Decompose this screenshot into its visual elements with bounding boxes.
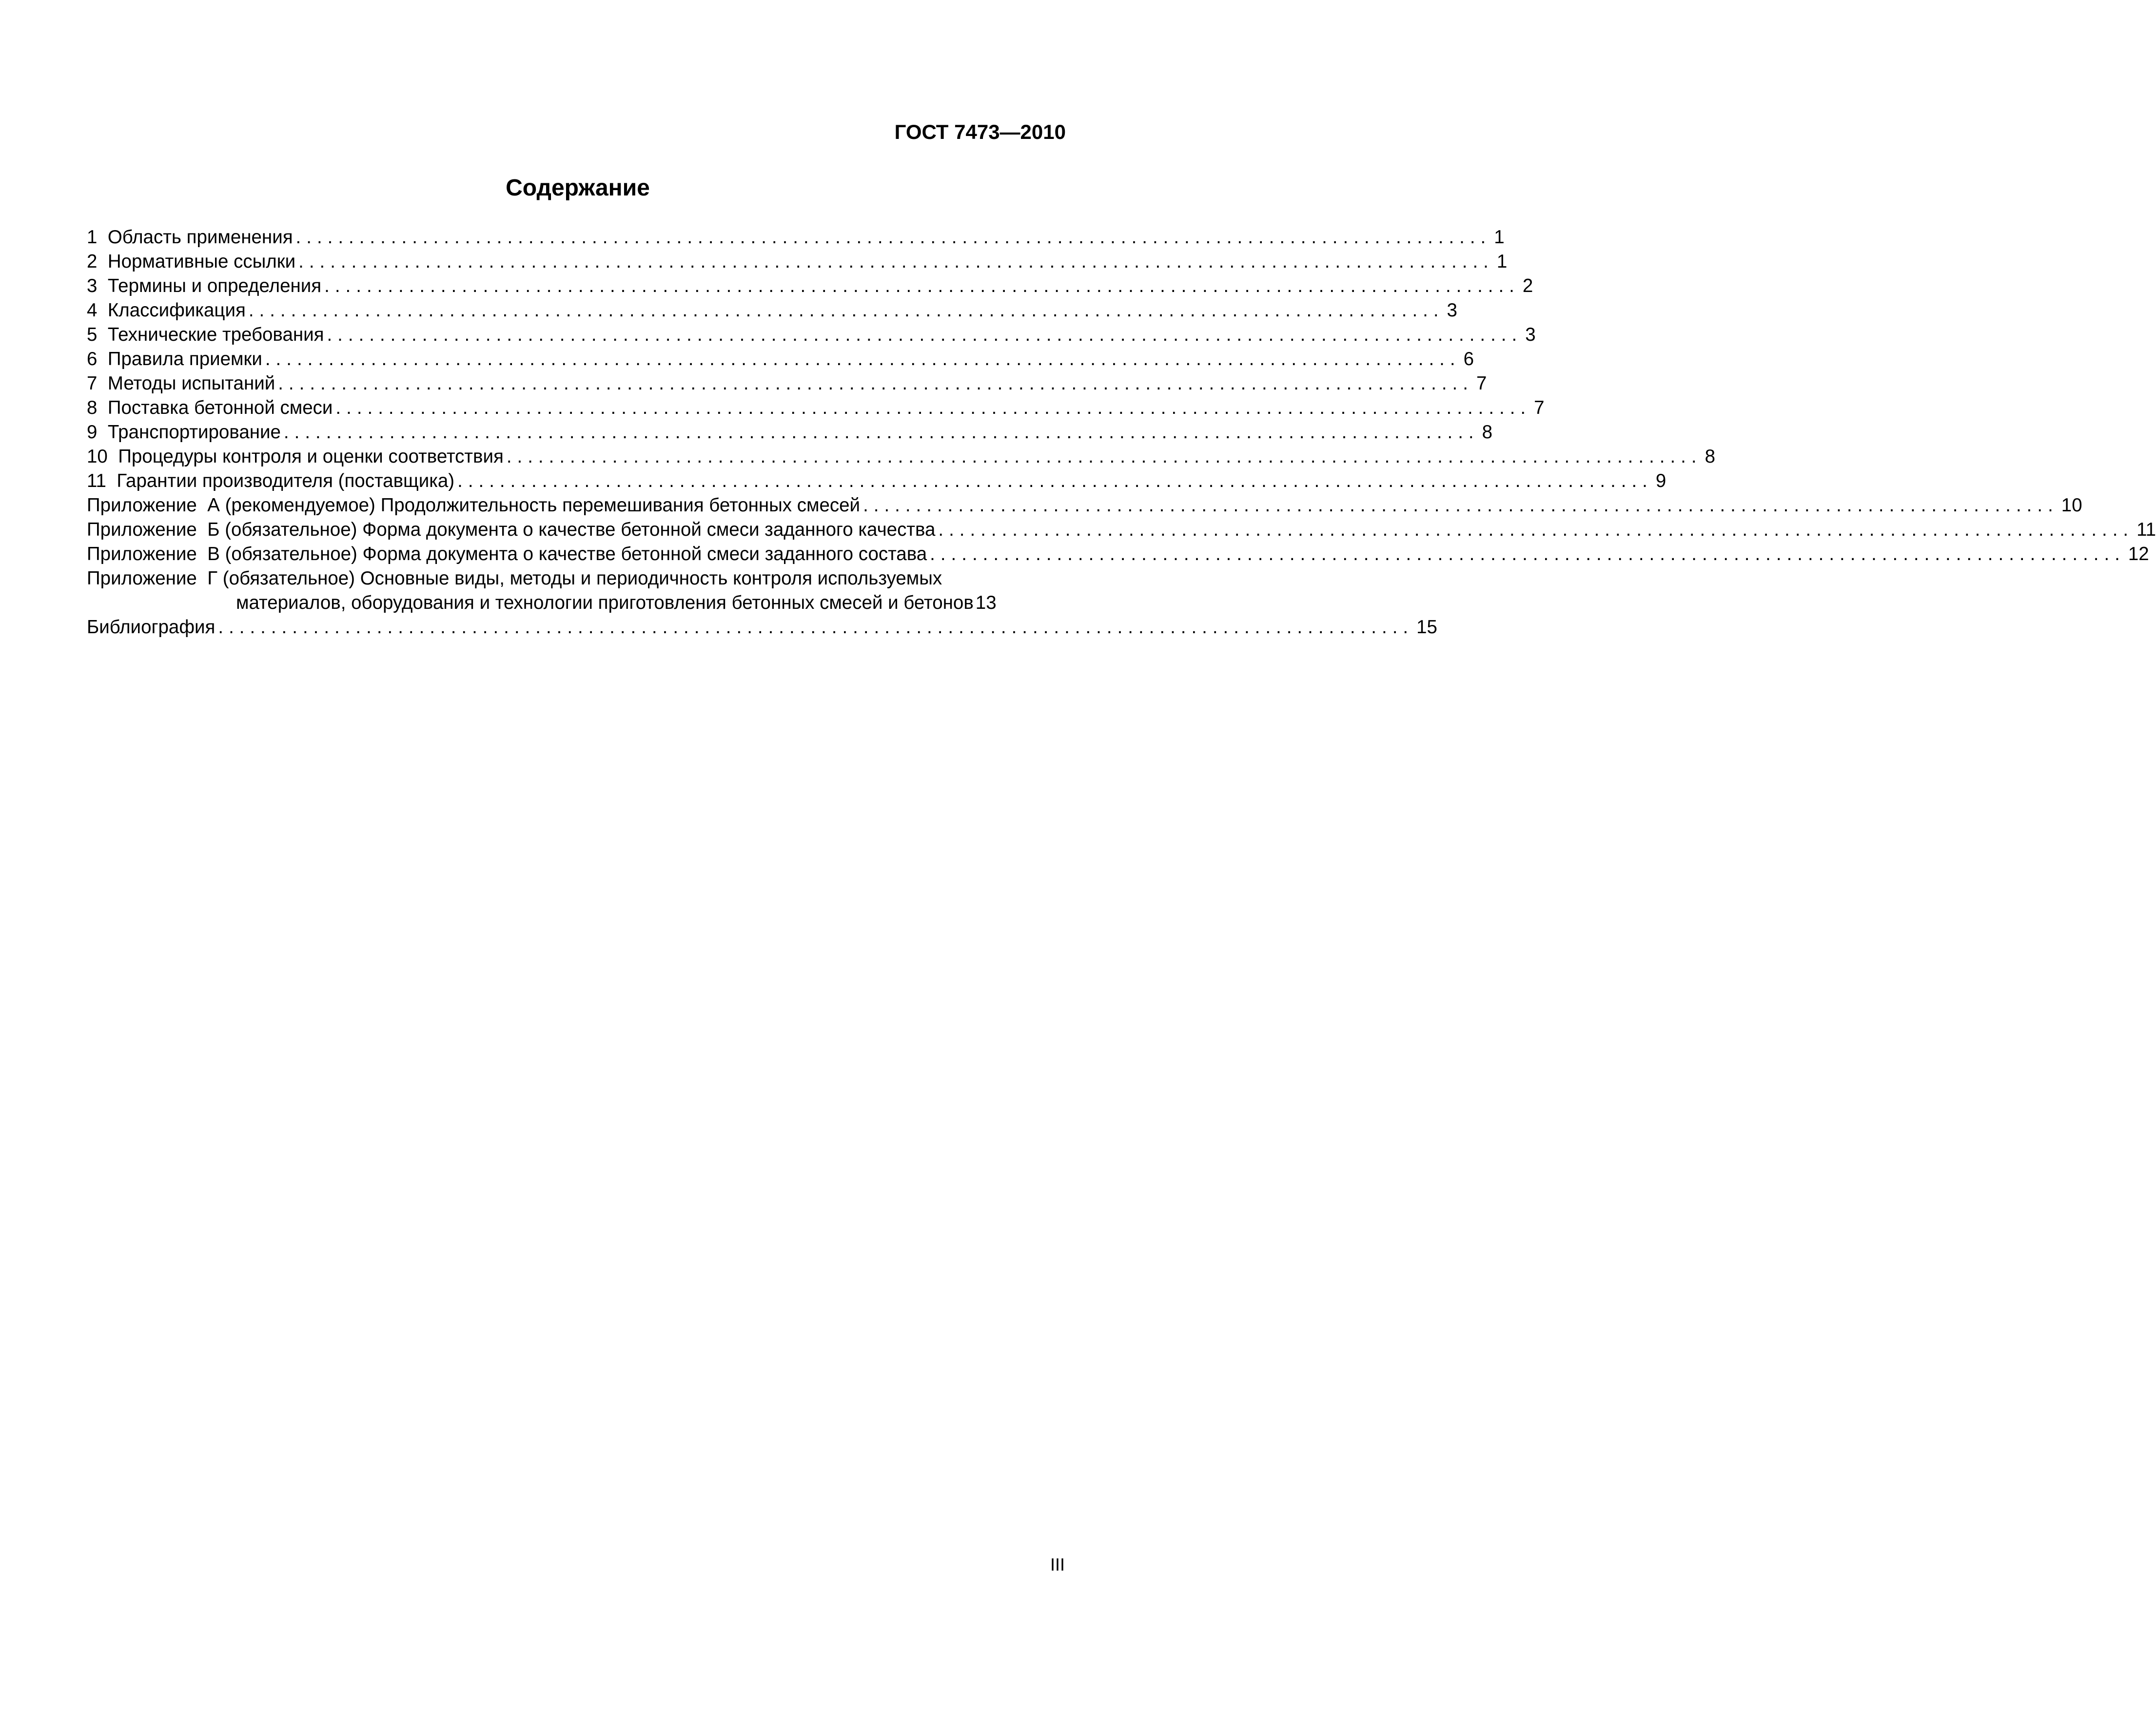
toc-entry-number: 6 bbox=[87, 349, 98, 369]
page-number: III bbox=[1050, 1555, 1065, 1574]
toc-entry-page: 3 bbox=[1525, 324, 1536, 345]
dot-leader: ................................................................................................................. bbox=[324, 275, 1520, 296]
toc-entry-page: 2 bbox=[1522, 275, 1533, 296]
dot-leader: ................................................................................................................. bbox=[930, 544, 2125, 564]
toc-entry-label: (обязательное) Форма документа о качестве бетонной смеси заданного качества bbox=[225, 519, 936, 540]
toc-entry-page: 12 bbox=[2128, 544, 2149, 564]
toc-entry-page: 8 bbox=[1705, 446, 1715, 467]
toc-entry-label: Гарантии производителя (поставщика) bbox=[117, 470, 455, 491]
toc-entry-1[interactable] bbox=[87, 225, 1505, 250]
toc-entry-bibliography[interactable] bbox=[87, 615, 1437, 640]
toc-entry-label: Процедуры контроля и оценки соответствия bbox=[118, 446, 504, 467]
toc-entry-2[interactable] bbox=[87, 250, 1508, 274]
toc-entry-number: 7 bbox=[87, 373, 98, 394]
toc-entry-number: 4 bbox=[87, 300, 98, 321]
toc-entry-label: Термины и определения bbox=[107, 275, 322, 296]
dot-leader: ................................................................................................................. bbox=[327, 324, 1523, 345]
toc-entry-page: 9 bbox=[1655, 470, 1666, 491]
toc-entry-appendix-g-continued[interactable] bbox=[87, 591, 1066, 615]
toc-entry-page: 7 bbox=[1534, 397, 1545, 418]
toc-entry-page: 11 bbox=[2136, 519, 2156, 540]
dot-leader: ................................................................................................................. bbox=[298, 251, 1494, 272]
toc-entry-label: Библиография bbox=[87, 617, 216, 638]
toc-entry-number: 3 bbox=[87, 275, 98, 296]
dot-leader: ................................................................................................................. bbox=[295, 227, 1491, 248]
toc-entry-label: Технические требования bbox=[107, 324, 324, 345]
toc-entry-page: 15 bbox=[1416, 617, 1437, 638]
toc-entry-label: Транспортирование bbox=[107, 422, 281, 443]
dot-leader: ................................................................................................................. bbox=[863, 495, 2058, 516]
toc-entry-page: 3 bbox=[1447, 300, 1457, 321]
toc-entry-label: Нормативные ссылки bbox=[107, 251, 296, 272]
toc-entry-page: 1 bbox=[1494, 227, 1505, 248]
dot-leader: ................................................................................................................. bbox=[218, 617, 1414, 638]
toc-entry-label: Методы испытаний bbox=[107, 373, 275, 394]
toc-entry-number: 2 bbox=[87, 251, 98, 272]
toc-entry-page: 13 bbox=[975, 592, 997, 613]
toc-entry-number: 9 bbox=[87, 422, 98, 443]
toc-entry-6[interactable] bbox=[87, 347, 1474, 371]
toc-entry-number: Приложение В bbox=[87, 544, 220, 564]
toc-entry-number: Приложение Б bbox=[87, 519, 220, 540]
toc-entry-number: 10 bbox=[87, 446, 108, 467]
toc-entry-label: (рекомендуемое) Продолжительность перемешивания бетонных смесей bbox=[225, 495, 861, 516]
toc-entry-page: 1 bbox=[1496, 251, 1508, 272]
toc-entry-number: Приложение А bbox=[87, 495, 220, 516]
dot-leader: ................................................................................................................. bbox=[506, 446, 1702, 467]
toc-entry-page: 7 bbox=[1476, 373, 1487, 394]
toc-entry-7[interactable] bbox=[87, 371, 1487, 396]
toc-entry-label: Правила приемки bbox=[107, 349, 262, 369]
dot-leader: ................................................................................................................. bbox=[278, 373, 1473, 394]
toc-entry-4[interactable] bbox=[87, 298, 1457, 323]
toc-entry-label: (обязательное) Форма документа о качестве бетонной смеси заданного состава bbox=[225, 544, 927, 564]
dot-leader: ................................................................................................................. bbox=[938, 519, 2134, 540]
dot-leader: ................................................................................................................. bbox=[248, 300, 1444, 321]
toc-entry-3[interactable] bbox=[87, 274, 1533, 298]
dot-leader: ................................................................................................................. bbox=[283, 422, 1479, 443]
dot-leader: ................................................................................................................. bbox=[335, 397, 1531, 418]
dot-leader: ................................................................................................................. bbox=[265, 349, 1461, 369]
toc-entry-10[interactable] bbox=[87, 445, 1715, 469]
toc-entry-appendix-a[interactable] bbox=[87, 493, 2082, 518]
toc-entry-label: Классификация bbox=[107, 300, 246, 321]
toc-entry-number: 5 bbox=[87, 324, 98, 345]
toc-entry-page: 8 bbox=[1482, 422, 1493, 443]
toc-entry-number: 11 bbox=[87, 470, 106, 491]
toc-title: Содержание bbox=[506, 175, 650, 201]
document-code: ГОСТ 7473—2010 bbox=[894, 120, 1066, 143]
toc-entry-appendix-v[interactable] bbox=[87, 542, 2149, 566]
dot-leader: ................................................................................................................. bbox=[457, 470, 1653, 491]
toc-entry-9[interactable] bbox=[87, 420, 1493, 445]
toc-entry-appendix-b[interactable] bbox=[87, 518, 2156, 542]
toc-entry-11[interactable] bbox=[87, 469, 1666, 493]
toc-entry-page: 10 bbox=[2061, 495, 2082, 516]
toc-entry-label-continued: материалов, оборудования и технологии приготовления бетонных смесей и бетонов bbox=[236, 592, 974, 613]
toc-entry-label: (обязательное) Основные виды, методы и периодичность контроля используемых bbox=[222, 568, 942, 589]
toc-entry-label: Область применения bbox=[107, 227, 293, 248]
toc-entry-page: 6 bbox=[1463, 349, 1474, 369]
toc-entry-label: Поставка бетонной смеси bbox=[107, 397, 333, 418]
toc-entry-appendix-g[interactable] bbox=[87, 566, 1066, 591]
toc-entry-number: 1 bbox=[87, 227, 98, 248]
toc-list bbox=[87, 225, 2156, 640]
toc-entry-number: Приложение Г bbox=[87, 568, 218, 589]
toc-entry-5[interactable] bbox=[87, 323, 1536, 347]
toc-entry-8[interactable] bbox=[87, 396, 1545, 420]
toc-entry-number: 8 bbox=[87, 397, 98, 418]
